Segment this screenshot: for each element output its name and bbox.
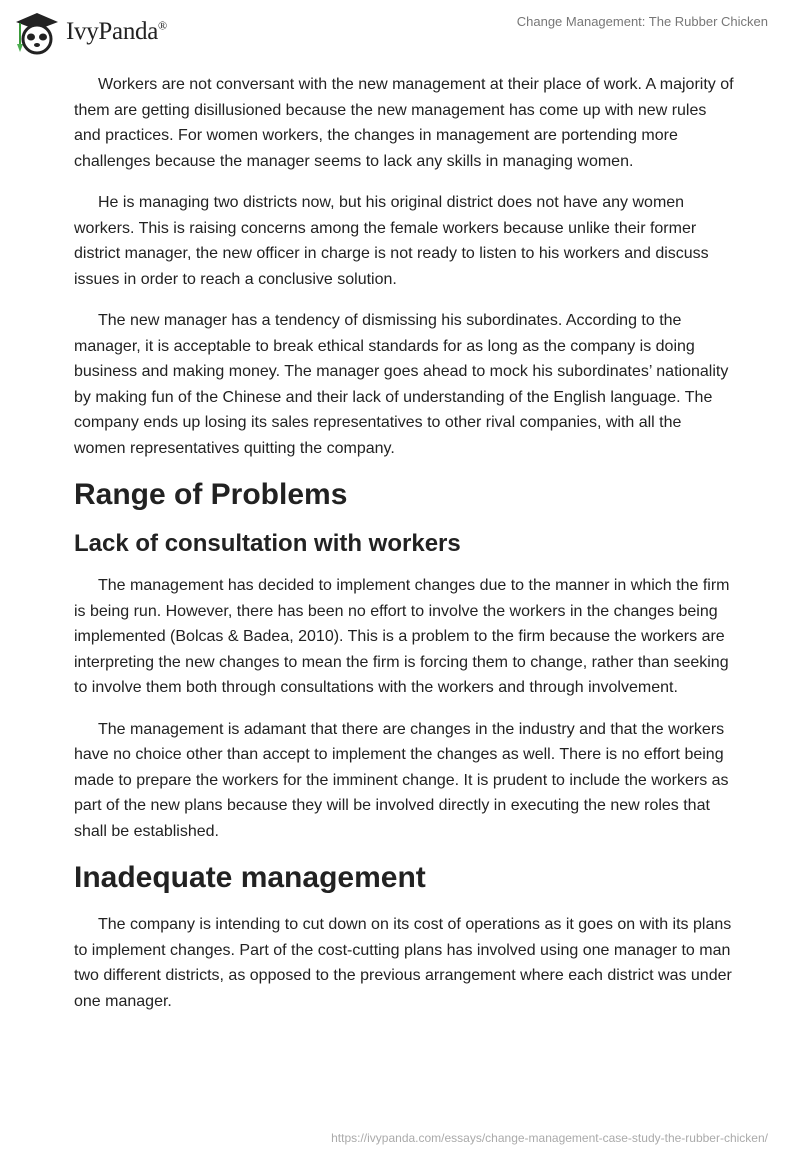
paragraph: The management is adamant that there are changes in the industry and that the workers have no choice other than accept to implement the changes as well. There is no effort being made to prepare the workers for the imminent change. It is prudent to include the workers as part of the new plans because they will be involved directly in executing the new roles that shall be established. [74,720,729,840]
document-title: Change Management: The Rubber Chicken [516,14,768,29]
subsection-heading: Lack of consultation with workers [74,530,461,557]
panda-logo-icon [12,8,62,56]
paragraph: The company is intending to cut down on its cost of operations as it goes on with its plans to implement changes. Part of the cost-cutting plans has involved using one manager to man two different districts, as opposed to the previous arrangement where each district was under one manager. [74,916,732,1010]
source-url[interactable]: https://ivypanda.com/essays/change-management-case-study-the-rubber-chicken/ [331,1131,768,1145]
paragraph: Workers are not conversant with the new management at their place of work. A majority of them are getting disillusioned because the new management has come up with new rules and practices. For women workers, the changes in management are portending more challenges because the manager seems to lack any skills in managing women. [74,76,734,170]
logo[interactable] [12,8,167,56]
essay-content [74,72,734,1030]
logo-text: IvyPanda® [66,18,167,45]
header [0,0,800,60]
paragraph: The new manager has a tendency of dismissing his subordinates. According to the manager, it is acceptable to break ethical standards for as long as the company is doing business and making money. The manager goes ahead to mock his subordinates’ nationality by making fun of the Chinese and their lack of understanding of the English language. The company ends up losing its sales representatives to other rival companies, with all the women representatives quitting the company. [74,312,729,457]
section-heading: Range of Problems [74,478,348,511]
paragraph: The management has decided to implement changes due to the manner in which the firm is being run. However, there has been no effort to involve the workers in the changes being implemented (Bolcas & Badea, 2010). This is a problem to the firm because the workers are interpreting the new changes to mean the firm is forcing them to change, rather than seeking to involve them both through consultations with the workers and through involvement. [74,577,730,696]
section-heading: Inadequate management [74,861,426,894]
paragraph: He is managing two districts now, but his original district does not have any women workers. This is raising concerns among the female workers because unlike their former district manager, the new officer in charge is not ready to listen to his workers and discuss issues in order to reach a conclusive solution. [74,194,709,288]
